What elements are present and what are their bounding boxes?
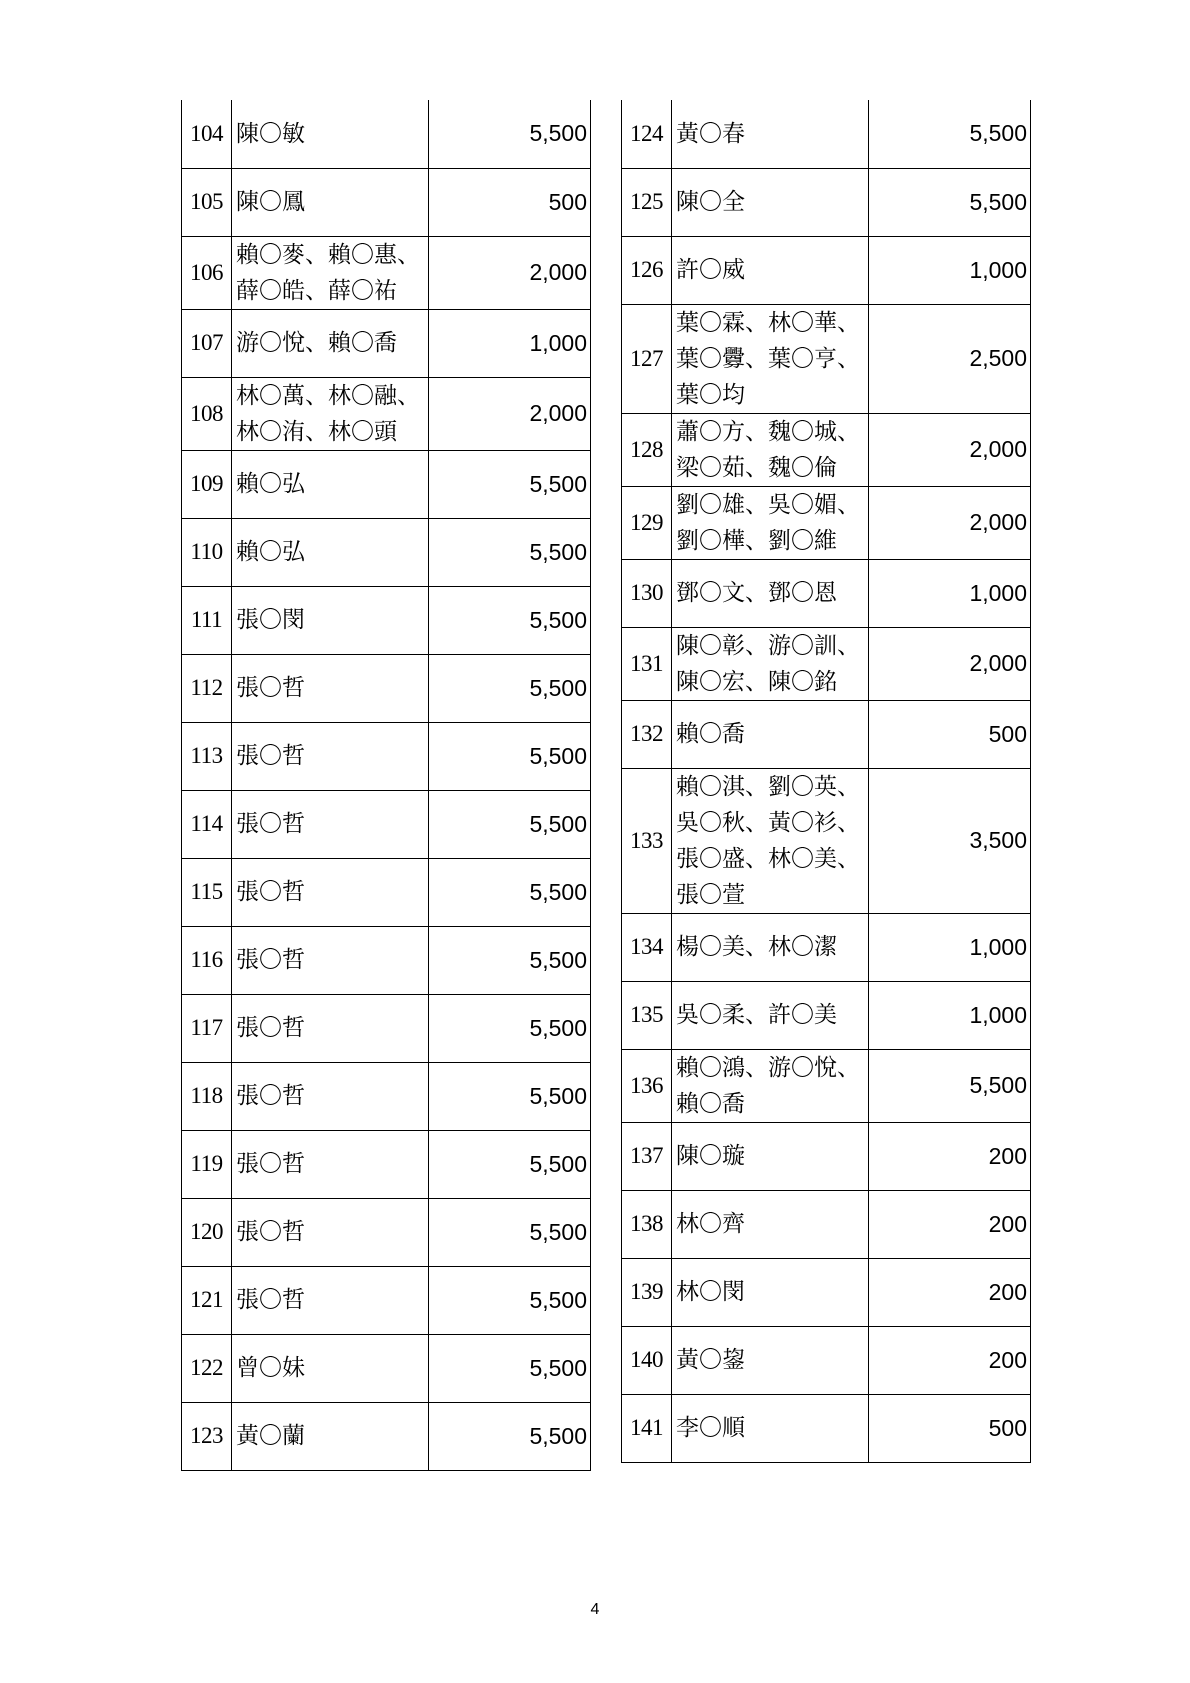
donation-amount: 200 xyxy=(869,1326,1031,1394)
donor-names: 林〇萬、林〇融、 林〇洧、林〇頭 xyxy=(232,377,429,450)
table-row xyxy=(182,236,591,309)
donor-names: 許〇威 xyxy=(672,236,869,304)
donor-names: 賴〇喬 xyxy=(672,700,869,768)
donation-amount: 5,500 xyxy=(869,100,1031,168)
donor-names: 張〇哲 xyxy=(232,926,429,994)
entry-number: 111 xyxy=(182,586,232,654)
donor-names: 黃〇春 xyxy=(672,100,869,168)
entry-number: 118 xyxy=(182,1062,232,1130)
table-row xyxy=(182,654,591,722)
entry-number: 130 xyxy=(622,559,672,627)
table-row xyxy=(182,100,591,168)
table-row xyxy=(622,981,1031,1049)
table-row xyxy=(182,309,591,377)
entry-number: 137 xyxy=(622,1122,672,1190)
donor-names: 賴〇弘 xyxy=(232,518,429,586)
entry-number: 119 xyxy=(182,1130,232,1198)
donation-amount: 5,500 xyxy=(429,1266,591,1334)
entry-number: 106 xyxy=(182,236,232,309)
table-row xyxy=(622,1258,1031,1326)
donation-amount: 5,500 xyxy=(429,790,591,858)
donation-amount: 2,000 xyxy=(869,486,1031,559)
entry-number: 112 xyxy=(182,654,232,722)
entry-number: 115 xyxy=(182,858,232,926)
entry-number: 124 xyxy=(622,100,672,168)
table-row xyxy=(622,913,1031,981)
table-row xyxy=(182,994,591,1062)
table-row xyxy=(622,236,1031,304)
entry-number: 138 xyxy=(622,1190,672,1258)
entry-number: 122 xyxy=(182,1334,232,1402)
entry-number: 131 xyxy=(622,627,672,700)
entry-number: 108 xyxy=(182,377,232,450)
donor-names: 張〇閔 xyxy=(232,586,429,654)
entry-number: 104 xyxy=(182,100,232,168)
table-row xyxy=(182,168,591,236)
table-row xyxy=(182,1266,591,1334)
table-row xyxy=(622,1326,1031,1394)
donor-names: 張〇哲 xyxy=(232,994,429,1062)
donation-amount: 1,000 xyxy=(869,559,1031,627)
donation-amount: 1,000 xyxy=(869,236,1031,304)
donation-amount: 5,500 xyxy=(869,1049,1031,1122)
entry-number: 116 xyxy=(182,926,232,994)
table-row xyxy=(182,722,591,790)
donor-names: 吳〇柔、許〇美 xyxy=(672,981,869,1049)
donor-names: 曾〇妹 xyxy=(232,1334,429,1402)
donation-amount: 5,500 xyxy=(429,1198,591,1266)
donation-amount: 200 xyxy=(869,1258,1031,1326)
donor-names: 張〇哲 xyxy=(232,1198,429,1266)
donor-names: 張〇哲 xyxy=(232,858,429,926)
entry-number: 113 xyxy=(182,722,232,790)
table-row xyxy=(622,1049,1031,1122)
donor-names: 陳〇敏 xyxy=(232,100,429,168)
donation-amount: 1,000 xyxy=(429,309,591,377)
donor-names: 劉〇雄、吳〇媚、 劉〇樺、劉〇維 xyxy=(672,486,869,559)
table-row xyxy=(182,1334,591,1402)
entry-number: 133 xyxy=(622,768,672,913)
entry-number: 123 xyxy=(182,1402,232,1470)
donation-amount: 5,500 xyxy=(429,1334,591,1402)
table-row xyxy=(622,559,1031,627)
table-row xyxy=(182,1198,591,1266)
entry-number: 117 xyxy=(182,994,232,1062)
donation-amount: 500 xyxy=(869,1394,1031,1462)
donor-names: 葉〇霖、林〇華、 葉〇釁、葉〇亨、 葉〇均 xyxy=(672,304,869,413)
table-row xyxy=(622,1190,1031,1258)
entry-number: 105 xyxy=(182,168,232,236)
donor-names: 陳〇彰、游〇訓、 陳〇宏、陳〇銘 xyxy=(672,627,869,700)
table-row xyxy=(182,377,591,450)
table-row xyxy=(622,1122,1031,1190)
entry-number: 132 xyxy=(622,700,672,768)
entry-number: 128 xyxy=(622,413,672,486)
donor-names: 陳〇璇 xyxy=(672,1122,869,1190)
donation-amount: 5,500 xyxy=(429,722,591,790)
donation-amount: 500 xyxy=(869,700,1031,768)
donor-names: 李〇順 xyxy=(672,1394,869,1462)
donation-amount: 5,500 xyxy=(429,586,591,654)
entry-number: 140 xyxy=(622,1326,672,1394)
donation-amount: 500 xyxy=(429,168,591,236)
entry-number: 114 xyxy=(182,790,232,858)
donor-names: 賴〇鴻、游〇悅、 賴〇喬 xyxy=(672,1049,869,1122)
entry-number: 109 xyxy=(182,450,232,518)
donor-names: 楊〇美、林〇潔 xyxy=(672,913,869,981)
donor-names: 張〇哲 xyxy=(232,1130,429,1198)
table-row xyxy=(182,858,591,926)
donation-amount: 5,500 xyxy=(429,994,591,1062)
donor-names: 黃〇蘭 xyxy=(232,1402,429,1470)
donor-names: 張〇哲 xyxy=(232,654,429,722)
donation-amount: 5,500 xyxy=(429,1130,591,1198)
donor-names: 賴〇弘 xyxy=(232,450,429,518)
donor-names: 張〇哲 xyxy=(232,1062,429,1130)
donation-amount: 1,000 xyxy=(869,981,1031,1049)
donation-amount: 2,000 xyxy=(869,627,1031,700)
donor-names: 林〇齊 xyxy=(672,1190,869,1258)
entry-number: 136 xyxy=(622,1049,672,1122)
donation-table-left xyxy=(181,100,591,1471)
table-row xyxy=(622,168,1031,236)
donation-amount: 1,000 xyxy=(869,913,1031,981)
donor-names: 張〇哲 xyxy=(232,722,429,790)
donor-names: 張〇哲 xyxy=(232,1266,429,1334)
donation-amount: 2,500 xyxy=(869,304,1031,413)
table-row xyxy=(622,486,1031,559)
donation-amount: 5,500 xyxy=(429,518,591,586)
page-number: 4 xyxy=(590,1601,600,1618)
donation-amount: 3,500 xyxy=(869,768,1031,913)
table-row xyxy=(182,790,591,858)
table-row xyxy=(622,100,1031,168)
donor-names: 鄧〇文、鄧〇恩 xyxy=(672,559,869,627)
table-row xyxy=(622,768,1031,913)
donor-names: 賴〇淇、劉〇英、 吳〇秋、黃〇衫、 張〇盛、林〇美、 張〇萱 xyxy=(672,768,869,913)
donation-amount: 2,000 xyxy=(869,413,1031,486)
donation-amount: 5,500 xyxy=(429,926,591,994)
table-row xyxy=(182,450,591,518)
entry-number: 107 xyxy=(182,309,232,377)
donor-names: 林〇閔 xyxy=(672,1258,869,1326)
entry-number: 127 xyxy=(622,304,672,413)
entry-number: 110 xyxy=(182,518,232,586)
donation-amount: 5,500 xyxy=(429,1402,591,1470)
donor-names: 蕭〇方、魏〇城、 梁〇茹、魏〇倫 xyxy=(672,413,869,486)
table-row xyxy=(622,1394,1031,1462)
donation-amount: 5,500 xyxy=(429,858,591,926)
table-row xyxy=(182,518,591,586)
donation-table-right xyxy=(621,100,1031,1463)
donation-amount: 5,500 xyxy=(429,1062,591,1130)
table-row xyxy=(622,700,1031,768)
donation-amount: 5,500 xyxy=(429,654,591,722)
donor-names: 陳〇全 xyxy=(672,168,869,236)
donation-amount: 5,500 xyxy=(429,100,591,168)
entry-number: 139 xyxy=(622,1258,672,1326)
table-row xyxy=(622,413,1031,486)
entry-number: 125 xyxy=(622,168,672,236)
donation-amount: 200 xyxy=(869,1122,1031,1190)
table-row xyxy=(182,1402,591,1470)
donation-amount: 2,000 xyxy=(429,236,591,309)
entry-number: 129 xyxy=(622,486,672,559)
table-row xyxy=(182,1062,591,1130)
donor-names: 陳〇鳳 xyxy=(232,168,429,236)
donation-amount: 200 xyxy=(869,1190,1031,1258)
donor-names: 黃〇鋆 xyxy=(672,1326,869,1394)
table-row xyxy=(622,627,1031,700)
table-row xyxy=(622,304,1031,413)
entry-number: 126 xyxy=(622,236,672,304)
table-row xyxy=(182,926,591,994)
donation-amount: 5,500 xyxy=(869,168,1031,236)
donor-names: 賴〇麥、賴〇惠、 薛〇皓、薛〇祐 xyxy=(232,236,429,309)
donation-amount: 2,000 xyxy=(429,377,591,450)
entry-number: 120 xyxy=(182,1198,232,1266)
donor-names: 張〇哲 xyxy=(232,790,429,858)
entry-number: 134 xyxy=(622,913,672,981)
entry-number: 135 xyxy=(622,981,672,1049)
donation-amount: 5,500 xyxy=(429,450,591,518)
table-row xyxy=(182,586,591,654)
entry-number: 121 xyxy=(182,1266,232,1334)
table-row xyxy=(182,1130,591,1198)
entry-number: 141 xyxy=(622,1394,672,1462)
donor-names: 游〇悅、賴〇喬 xyxy=(232,309,429,377)
